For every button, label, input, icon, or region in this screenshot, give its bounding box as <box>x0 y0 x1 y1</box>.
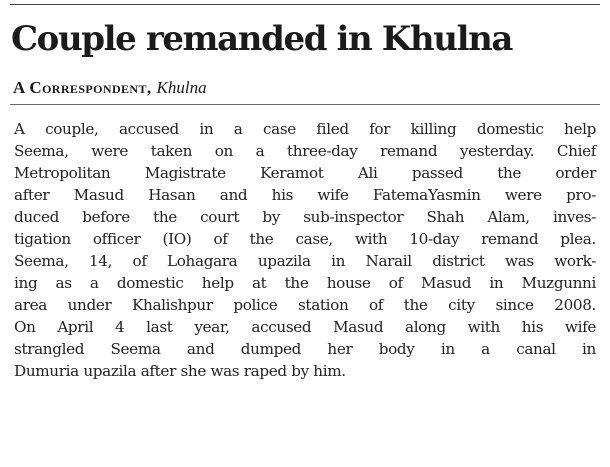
body-line: On April 4 last year, accused Masud along with his wife <box>14 318 596 336</box>
byline <box>13 78 207 98</box>
body-line: Seema, 14, of Lohagara upazila in Narail district was work- <box>14 252 596 270</box>
body-line: duced before the court by sub-inspector Shah Alam, inves- <box>14 208 596 226</box>
body-line: Metropolitan Magistrate Keramot Ali passed the order <box>14 164 596 182</box>
body-line: Dumuria upazila after she was raped by him. <box>14 362 346 380</box>
body-line: ing as a domestic help at the house of Masud in Muzgunni <box>14 274 596 292</box>
body-line: tigation officer (IO) of the case, with 10-day remand plea. <box>14 230 596 248</box>
body-line: A couple, accused in a case filed for killing domestic help <box>14 120 596 138</box>
byline-author: A Correspondent, <box>13 78 152 97</box>
body-line: strangled Seema and dumped her body in a canal in <box>14 340 596 358</box>
body-line: after Masud Hasan and his wife FatemaYasmin were pro- <box>14 186 596 204</box>
article-body <box>14 118 596 382</box>
body-line: area under Khalishpur police station of the city since 2008. <box>14 296 596 314</box>
body-line: Seema, were taken on a three-day remand yesterday. Chief <box>14 142 596 160</box>
headline: Couple remanded in Khulna <box>11 19 513 59</box>
top-rule <box>10 4 600 5</box>
byline-rule <box>10 104 600 105</box>
byline-location: Khulna <box>156 78 207 97</box>
